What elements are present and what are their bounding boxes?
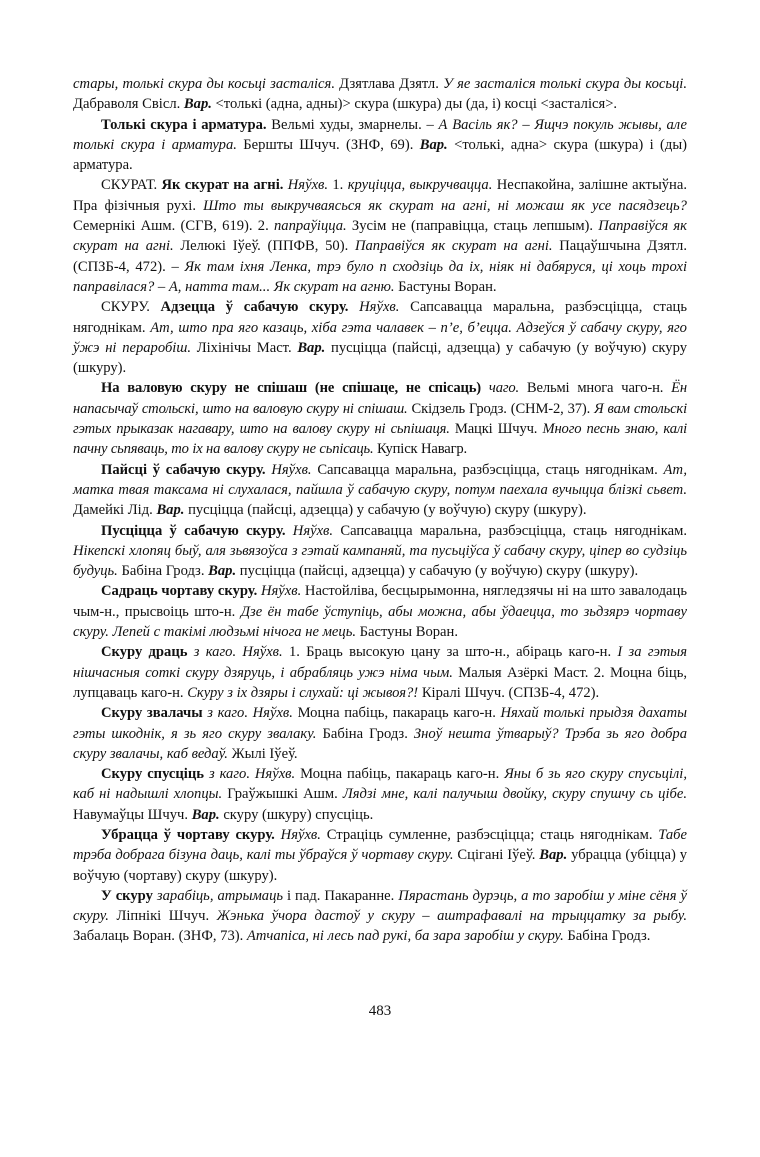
text-run: 1. Браць высокую цану за што-н., абіраць каго-н. bbox=[282, 644, 618, 661]
italic-text: Табе трэба добрага бізуна даць, калі ты ўбраўся ў чортаву скуру. bbox=[73, 826, 687, 864]
text-run: Неспакойна, залішне актыўна. Пра фізічныя рухі. bbox=[73, 177, 687, 214]
entry-na-valovuyu-skuru bbox=[73, 378, 687, 459]
text-run: убрацца (убіцца) у воўчую (чортаву) скуру (шкуру). bbox=[73, 847, 688, 884]
text-run: Сапсавацца маральна, разбэсціцца, стаць нягоднікам. bbox=[333, 522, 687, 539]
text-run: Скідзель Гродз. (СНМ-2, 37). bbox=[407, 400, 595, 417]
text-run: Ліхінічы Маст. bbox=[191, 339, 298, 356]
italic-text: Ат, што пра яго казаць, хіба гэта чалавек – п’е, б’ецца. Адзеўся ў сабачу скуру, яго ўжэ ні пераробіш. bbox=[73, 319, 687, 356]
italic-text: Много песнь знаю, калі пачну сьпяваць, то іх на валову скуру не сьпісаць. bbox=[73, 421, 687, 458]
entry-skuru-drac bbox=[73, 642, 687, 703]
italic-text: І за гэтыя нішчасныя соткі скуру дзяруць, і абрабляць ужэ німа чым. bbox=[73, 644, 687, 681]
text-run: Бабіна Гродз. bbox=[117, 563, 209, 580]
text-run: пусціцца (пайсці, адзецца) у сабачую (у воўчую) скуру (шкуру). bbox=[236, 563, 639, 580]
text-run: Страціць сумленне, разбэсціцца; стаць нягоднікам. bbox=[320, 826, 659, 843]
italic-text: Ат, матка твая таксама ні слухалася, пайшла ў сабачую скуру, потум паехала вучыцца блізкі сьвет. bbox=[73, 461, 687, 498]
entry-tolki-skura-i-armatura bbox=[73, 115, 687, 176]
italic-text: Жэнька ўчора дастоў у скуру – аштрафавалі на трыццатку за рыбу. bbox=[216, 908, 687, 925]
italic-text: круціцца, выкручвацца. bbox=[347, 177, 493, 194]
text-run: і пад. Пакаранне. bbox=[283, 887, 399, 904]
headword: Скуру звалачы bbox=[101, 705, 203, 722]
headword: Як скурат на агні. bbox=[161, 177, 284, 194]
italic-text: Няўхв. bbox=[271, 461, 312, 478]
text-run: Настойліва, бесцырымонна, нягледзячы ні на што завалодаць чым-н., прысвоіць што-н. bbox=[73, 583, 687, 620]
italic-text: Лядзі мне, калі палучыш двойку, скуру спушчу сь цібе. bbox=[342, 786, 687, 803]
variant-label: Вар. bbox=[208, 563, 237, 580]
italic-text: з каго. Няўхв. bbox=[193, 644, 283, 661]
text-run: пусціцца (пайсці, адзецца) у сабачую (у воўчую) скуру (шкуру). bbox=[184, 502, 587, 519]
text-run: Пацаўшчына Дзятл. (СПЗБ-4, 472). – bbox=[73, 238, 687, 275]
italic-text: з каго. Няўхв. bbox=[208, 766, 296, 783]
entry-ubracca-u-chortavu-skuru bbox=[73, 825, 687, 886]
text-run: Моцна пабіць, пакараць каго-н. bbox=[292, 705, 501, 722]
italic-text: зарабіць, атрымаць bbox=[156, 887, 284, 904]
italic-text: Паправіўся як скурат на агні. bbox=[354, 238, 553, 255]
italic-text: Зноў нешта ўтварыў? Трэба зь яго добра скуру звалачы, каб ведаў. bbox=[73, 725, 687, 762]
text-run: скуру (шкуру) спусціць. bbox=[219, 806, 374, 823]
headword: Пайсці ў сабачую скуру. bbox=[101, 461, 266, 478]
italic-text: папраўіцца. bbox=[273, 218, 347, 235]
italic-text: Дзе ён табе ўступіць, абы можна, абы ўдаецца, то зьдзярэ чортаву скуру. Лепей с такімі людзьмі нічога не мець. bbox=[73, 603, 687, 641]
variant-label: Вар. bbox=[191, 806, 220, 823]
text-run: Мацкі Шчуч. bbox=[449, 421, 543, 438]
variant-label: Вар. bbox=[297, 339, 326, 356]
headword: Пусціцца ў сабачую скуру. bbox=[101, 522, 286, 539]
text-run: Лелюкі Іўеў. (ППФВ, 50). bbox=[173, 238, 355, 255]
text-run: СКУРАТ. bbox=[101, 177, 162, 194]
text-run: Сапсавацца маральна, разбэсціцца, стаць нягоднікам. bbox=[73, 299, 688, 336]
entry-puscicca-u-sabachuyu-skuru bbox=[73, 521, 687, 582]
italic-text: стары, толькі скура ды косьці засталіся. bbox=[73, 76, 335, 92]
text-run: Граўжышкі Ашм. bbox=[222, 786, 343, 803]
text-run: Дабраволя Свісл. bbox=[73, 96, 184, 113]
italic-text: Ён напасычаў стольскі, што на валовую скуру ні спішаш. bbox=[73, 380, 687, 417]
italic-text: Няхай толькі прыдзя дахаты гэты шкоднік, я зь яго скуру звалаку. bbox=[73, 705, 688, 742]
italic-text: Няўхв. bbox=[287, 177, 329, 194]
text-run bbox=[348, 299, 359, 315]
text-run bbox=[285, 523, 292, 539]
variant-label: Вар. bbox=[183, 96, 212, 113]
headword: Садраць чортаву скуру. bbox=[101, 583, 258, 600]
entry-u-skuru bbox=[73, 886, 687, 947]
text-run: Бабіна Гродз. bbox=[563, 928, 651, 945]
text-run: Купіск Навагр. bbox=[373, 441, 468, 458]
text-run: Дзятлава Дзятл. bbox=[334, 76, 444, 92]
italic-text: А Васіль як? – Ящчэ покуль жывы, але толькі скура і арматура. bbox=[73, 116, 688, 153]
variant-label: Вар. bbox=[156, 502, 185, 519]
italic-text: Паправіўся як скурат на агні. bbox=[73, 218, 687, 255]
text-run: Бастуны Воран. bbox=[394, 278, 497, 295]
headword: Скуру драць bbox=[101, 644, 188, 661]
headword: Скуру спусціць bbox=[101, 766, 204, 783]
text-run: Малыя Азёркі Маст. 2. Моцна біць, лупцаваць каго-н. bbox=[73, 664, 687, 701]
italic-text: Яны б зь яго скуру спусьцілі, каб ні надышлі хлопцы. bbox=[73, 766, 687, 803]
text-run: Семернікі Ашм. (СГВ, 619). 2. bbox=[73, 218, 274, 235]
variant-label: Вар. bbox=[539, 847, 568, 864]
headword: На валовую скуру не спішаш (не спішаце, не спісаць) bbox=[101, 380, 482, 397]
dictionary-page bbox=[73, 74, 687, 947]
text-run: Навумаўцы Шчуч. bbox=[73, 806, 192, 823]
italic-text: Няўхв. bbox=[292, 522, 334, 539]
text-run: <толькі (адна, адны)> скура (шкура) ды (да, і) косці <засталіся>. bbox=[211, 96, 618, 113]
italic-text: Скуру з іх дзяры і слухай: ці жывоя?! bbox=[187, 684, 419, 701]
text-run: Вельмі многа чаго-н. bbox=[519, 380, 672, 397]
text-run: Сцігані Іўеў. bbox=[453, 847, 540, 864]
italic-text: Я вам стольскі гэтых прыказак нагавару, што на валову скуру ні сьпішаця. bbox=[73, 400, 687, 438]
headword: Толькі скура і арматура. bbox=[101, 116, 267, 133]
italic-text: Няўхв. bbox=[280, 826, 321, 843]
text-run bbox=[481, 380, 489, 396]
italic-text: Нікепскі хлопяц быў, аля зьвязоўса з гэтай кампаняй, та пусьціўса ў сабачу скуру, ціпер во судзіць будуць. bbox=[73, 542, 687, 580]
italic-text: Пярастань дурэць, а то заробіш у міне сёня ў скуру. bbox=[73, 887, 688, 925]
entry-skuru-spuscic bbox=[73, 764, 687, 825]
entry-continuation bbox=[73, 74, 687, 115]
entry-adzecca-u-sabachuyu-skuru bbox=[73, 297, 687, 378]
italic-text: Няўхв. bbox=[260, 583, 302, 600]
text-run: Бастуны Воран. bbox=[356, 624, 458, 641]
text-run: Ліпнікі Шчуч. bbox=[108, 908, 217, 925]
italic-text: Няўхв. bbox=[359, 299, 400, 316]
italic-text: чаго. bbox=[488, 380, 520, 397]
text-run: Кіралі Шчуч. (СПЗБ-4, 472). bbox=[418, 684, 600, 701]
entry-sadrac-chortavu-skuru bbox=[73, 581, 687, 642]
entry-skuru-zvalachy bbox=[73, 703, 687, 764]
text-run: Вельмі худы, змарнелы. – bbox=[266, 116, 439, 133]
italic-text: Што ты выкручваясься як скурат на агні, ні можаш як усе пасядзець? bbox=[203, 197, 687, 214]
page-number: 483 bbox=[368, 1003, 392, 1019]
text-run: 1. bbox=[328, 177, 348, 194]
text-run: Моцна пабіць, пакараць каго-н. bbox=[295, 766, 505, 783]
text-run: Жылі Іўеў. bbox=[227, 745, 298, 762]
text-run: Сапсавацца маральна, разбэсціцца, стаць нягоднікам. bbox=[311, 461, 664, 478]
text-run: СКУРУ. bbox=[101, 299, 161, 316]
entry-skurat bbox=[73, 175, 687, 297]
text-run: <толькі, адна> скура (шкура) і (ды) арматура. bbox=[73, 136, 688, 174]
italic-text: Як там іхня Ленка, трэ було п сходзіць да іх, ніяк ні дабяруся, ці хоць трохі паправілася? – А, натта там... Як скурат на агню. bbox=[73, 258, 687, 295]
headword: У скуру bbox=[101, 887, 153, 904]
italic-text: У яе засталіся толькі скура ды косьці. bbox=[443, 76, 687, 92]
text-run: Зусім не (паправіцца, стаць лепшым). bbox=[346, 218, 599, 235]
text-run: Забалаць Воран. (ЗНФ, 73). bbox=[73, 928, 247, 945]
text-run: Бершты Шчуч. (ЗНФ, 69). bbox=[236, 136, 420, 153]
italic-text: Атчапіса, ні лесь пад рукі, ба зара заробіш у скуру. bbox=[246, 928, 564, 945]
text-run: Бабіна Гродз. bbox=[316, 725, 414, 742]
variant-label: Вар. bbox=[419, 136, 448, 153]
entry-pajsci-u-sabachuyu-skuru bbox=[73, 460, 687, 521]
text-run: пусціцца (пайсці, адзецца) у сабачую (у воўчую) скуру (шкуру). bbox=[73, 339, 688, 377]
text-run: Дамейкі Лід. bbox=[73, 502, 157, 519]
italic-text: з каго. Няўхв. bbox=[207, 705, 293, 722]
headword: Убрацца ў чортаву скуру. bbox=[101, 826, 275, 843]
headword: Адзецца ў сабачую скуру. bbox=[160, 299, 349, 316]
